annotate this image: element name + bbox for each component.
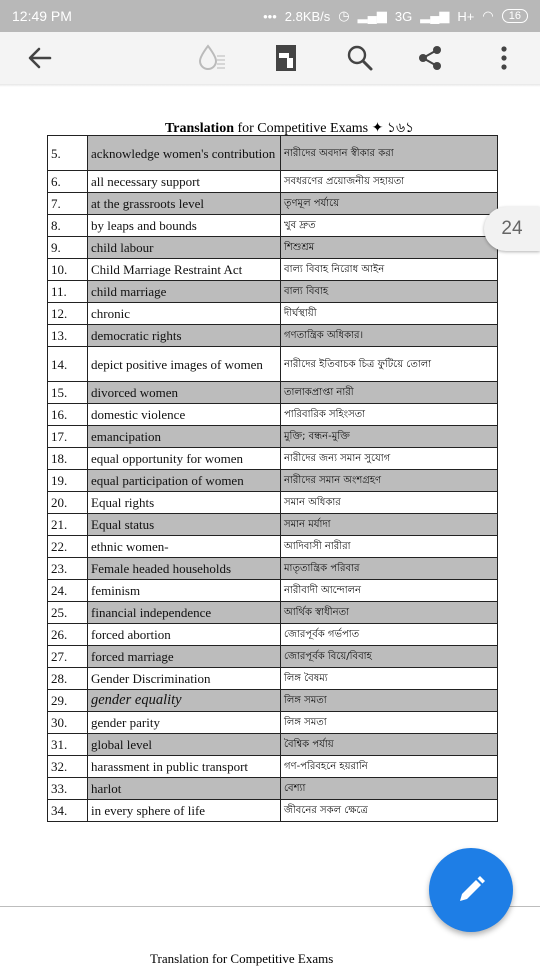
page-header-subtitle: for Competitive Exams ✦ ১৬১: [237, 121, 415, 136]
bengali-translation: সবধরণের প্রয়োজনীয় সহায়তা: [281, 171, 498, 193]
table-row: [48, 325, 498, 347]
table-row: [48, 382, 498, 404]
bengali-translation: লিঙ্গ সমতা: [281, 690, 498, 712]
bengali-translation: নারীবাদী আন্দোলন: [281, 580, 498, 602]
table-row: [48, 580, 498, 602]
english-term: divorced women: [88, 382, 281, 404]
table-row: [48, 514, 498, 536]
alarm-icon: ◷: [338, 8, 350, 23]
bengali-translation: বেশ্যা: [281, 778, 498, 800]
bengali-translation: সমান মর্যাদা: [281, 514, 498, 536]
english-term: chronic: [88, 303, 281, 325]
table-row: [48, 536, 498, 558]
bengali-translation: বাল্য বিবাহ নিরোধ আইন: [281, 259, 498, 281]
bengali-translation: সমান অধিকার: [281, 492, 498, 514]
table-row: [48, 712, 498, 734]
arrow-left-icon: [26, 44, 54, 72]
bengali-translation: নারীদের জন্য সমান সুযোগ: [281, 448, 498, 470]
row-number: 16.: [48, 404, 88, 426]
english-term: Female headed households: [88, 558, 281, 580]
bengali-translation: আর্থিক স্বাধীনতা: [281, 602, 498, 624]
row-number: 34.: [48, 800, 88, 822]
row-number: 11.: [48, 281, 88, 303]
signal-icon: ▂▄▆: [357, 8, 387, 23]
row-number: 31.: [48, 734, 88, 756]
table-row: [48, 778, 498, 800]
table-row: [48, 303, 498, 325]
row-number: 6.: [48, 171, 88, 193]
english-term: child marriage: [88, 281, 281, 303]
table-row: [48, 602, 498, 624]
english-term: global level: [88, 734, 281, 756]
english-term: by leaps and bounds: [88, 215, 281, 237]
bengali-translation: মাতৃতান্ত্রিক পরিবার: [281, 558, 498, 580]
bengali-translation: তৃণমূল পর্যায়ে: [281, 193, 498, 215]
table-row: [48, 136, 498, 171]
row-number: 15.: [48, 382, 88, 404]
bengali-translation: বৈশ্বিক পর্যায়: [281, 734, 498, 756]
bengali-translation: লিঙ্গ সমতা: [281, 712, 498, 734]
signal-type: 3G: [394, 8, 413, 24]
table-row: [48, 492, 498, 514]
bengali-translation: গণতান্ত্রিক অধিকার।: [281, 325, 498, 347]
bengali-translation: খুব দ্রুত: [281, 215, 498, 237]
table-row: [48, 215, 498, 237]
table-row: [48, 404, 498, 426]
table-row: [48, 448, 498, 470]
document-icon: [273, 43, 299, 73]
row-number: 20.: [48, 492, 88, 514]
english-term: financial independence: [88, 602, 281, 624]
page-number-badge[interactable]: 24: [484, 207, 540, 251]
row-number: 7.: [48, 193, 88, 215]
row-number: 10.: [48, 259, 88, 281]
row-number: 26.: [48, 624, 88, 646]
row-number: 13.: [48, 325, 88, 347]
toolbar-shadow: [0, 84, 540, 87]
table-row: [48, 347, 498, 382]
table-row: [48, 756, 498, 778]
bengali-translation: মুক্তি; বন্ধন-মুক্তি: [281, 426, 498, 448]
table-row: [48, 668, 498, 690]
bengali-translation: দীর্ঘস্থায়ী: [281, 303, 498, 325]
bengali-translation: নারীদের সমান অংশগ্রহণ: [281, 470, 498, 492]
search-button[interactable]: [340, 38, 380, 78]
row-number: 12.: [48, 303, 88, 325]
status-indicators: [263, 8, 528, 24]
english-term: at the grassroots level: [88, 193, 281, 215]
english-term: feminism: [88, 580, 281, 602]
signal-icon-2: ▂▄▆: [420, 8, 450, 23]
table-row: [48, 259, 498, 281]
english-term: ethnic women-: [88, 536, 281, 558]
bengali-translation: গণ-পরিবহনে হয়রানি: [281, 756, 498, 778]
row-number: 14.: [48, 347, 88, 382]
table-row: [48, 558, 498, 580]
row-number: 23.: [48, 558, 88, 580]
status-time: 12:49 PM: [12, 8, 72, 24]
english-term: gender equality: [88, 690, 281, 712]
bengali-translation: লিঙ্গ বৈষম্য: [281, 668, 498, 690]
english-term: all necessary support: [88, 171, 281, 193]
more-options-button[interactable]: [484, 38, 524, 78]
english-term: equal participation of women: [88, 470, 281, 492]
row-number: 27.: [48, 646, 88, 668]
row-number: 5.: [48, 136, 88, 171]
bengali-translation: শিশুশ্রম: [281, 237, 498, 259]
english-term: equal opportunity for women: [88, 448, 281, 470]
pencil-edit-icon: [454, 873, 488, 907]
row-number: 25.: [48, 602, 88, 624]
english-term: forced abortion: [88, 624, 281, 646]
table-row: [48, 470, 498, 492]
english-term: domestic violence: [88, 404, 281, 426]
row-number: 8.: [48, 215, 88, 237]
english-term: Equal status: [88, 514, 281, 536]
bengali-translation: জীবনের সকল ক্ষেত্রে: [281, 800, 498, 822]
wifi-icon: ◠: [482, 8, 494, 23]
table-row: [48, 734, 498, 756]
app-toolbar: [0, 32, 540, 84]
bengali-translation: জোরপূর্বক গর্ভপাত: [281, 624, 498, 646]
edit-fab-button[interactable]: [429, 848, 513, 932]
english-term: gender parity: [88, 712, 281, 734]
english-term: Equal rights: [88, 492, 281, 514]
share-button[interactable]: [410, 38, 450, 78]
english-term: child labour: [88, 237, 281, 259]
table-row: [48, 281, 498, 303]
english-term: emancipation: [88, 426, 281, 448]
table-row: [48, 171, 498, 193]
english-term: Gender Discrimination: [88, 668, 281, 690]
night-mode-button[interactable]: [192, 38, 232, 78]
vertical-dots-icon: [498, 43, 510, 73]
notification-dots: •••: [263, 8, 277, 24]
document-button[interactable]: [266, 38, 306, 78]
bengali-translation: পারিবারিক সহিংসতা: [281, 404, 498, 426]
back-button[interactable]: [20, 38, 60, 78]
status-bar: [0, 0, 540, 32]
table-row: [48, 237, 498, 259]
row-number: 22.: [48, 536, 88, 558]
english-term: harlot: [88, 778, 281, 800]
table-row: [48, 646, 498, 668]
share-icon: [415, 43, 445, 73]
bengali-translation: বাল্য বিবাহ: [281, 281, 498, 303]
bengali-translation: আদিবাসী নারীরা: [281, 536, 498, 558]
row-number: 32.: [48, 756, 88, 778]
network-type: H+: [457, 8, 475, 24]
network-speed: 2.8KB/s: [284, 8, 331, 24]
row-number: 29.: [48, 690, 88, 712]
english-term: depict positive images of women: [88, 347, 281, 382]
row-number: 33.: [48, 778, 88, 800]
next-page-header: Translation for Competitive Exams: [150, 951, 334, 966]
row-number: 17.: [48, 426, 88, 448]
water-drop-icon: [196, 42, 228, 74]
row-number: 24.: [48, 580, 88, 602]
bengali-translation: নারীদের ইতিবাচক চিত্র ফুটিয়ে তোলা: [281, 347, 498, 382]
table-row: [48, 426, 498, 448]
row-number: 9.: [48, 237, 88, 259]
table-row: [48, 624, 498, 646]
vocabulary-table-body: [48, 136, 498, 822]
row-number: 28.: [48, 668, 88, 690]
english-term: Child Marriage Restraint Act: [88, 259, 281, 281]
row-number: 30.: [48, 712, 88, 734]
row-number: 19.: [48, 470, 88, 492]
table-row: [48, 800, 498, 822]
page-header-title: Translation: [165, 121, 234, 136]
english-term: democratic rights: [88, 325, 281, 347]
table-row: [48, 690, 498, 712]
english-term: forced marriage: [88, 646, 281, 668]
english-term: harassment in public transport: [88, 756, 281, 778]
bengali-translation: নারীদের অবদান স্বীকার করা: [281, 136, 498, 171]
english-term: acknowledge women's contribution: [88, 136, 281, 171]
english-term: in every sphere of life: [88, 800, 281, 822]
magnifier-icon: [345, 43, 375, 73]
battery-indicator: 16: [502, 9, 528, 23]
bengali-translation: জোরপূর্বক বিয়ে/বিবাহ: [281, 646, 498, 668]
row-number: 18.: [48, 448, 88, 470]
row-number: 21.: [48, 514, 88, 536]
bengali-translation: তালাকপ্রাপ্তা নারী: [281, 382, 498, 404]
vocabulary-table: [47, 135, 498, 822]
table-row: [48, 193, 498, 215]
